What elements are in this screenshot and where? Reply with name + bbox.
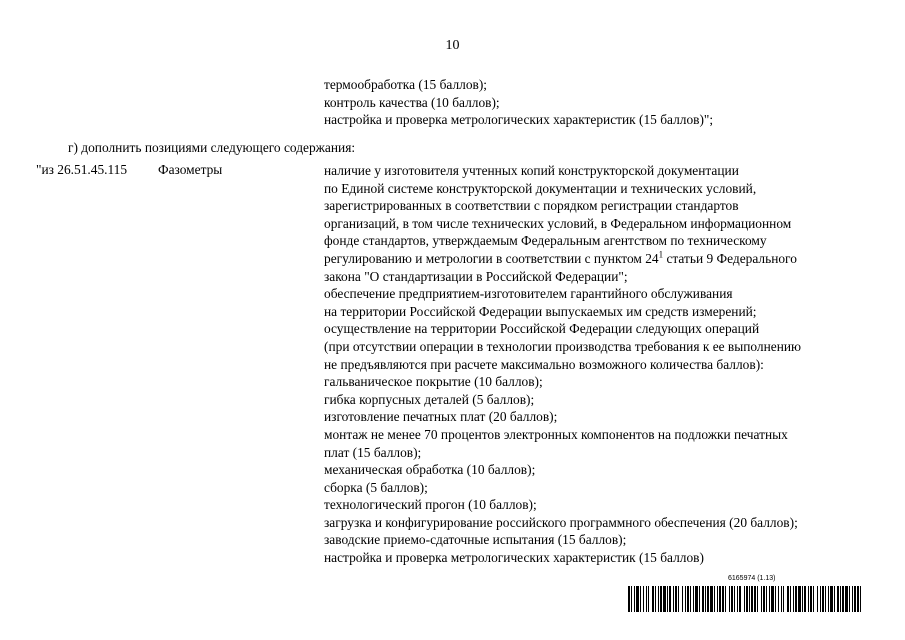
requirement-line: монтаж не менее 70 процентов электронных компонентов на подложки печатных <box>324 426 788 442</box>
requirement-line: осуществление на территории Российской Федерации следующих операций <box>324 321 760 337</box>
requirement-line: наличие у изготовителя учтенных копий конструкторской документации <box>324 163 739 178</box>
requirement-line: (при отсутствии операции в технологии производства требования к ее выполнению <box>324 338 802 354</box>
page-number: 10 <box>445 38 460 53</box>
line-text: регулированию и метрологии в соответствии с пунктом 24 <box>324 250 659 266</box>
requirement-line: сборка (5 баллов); <box>324 479 428 495</box>
requirement-line: закона "О стандартизации в Российской Федерации"; <box>324 268 628 284</box>
line-text: статьи 9 Федерального <box>663 250 797 266</box>
product-name: Фазометры <box>158 162 223 177</box>
top-item: контроль качества (10 баллов); <box>324 94 500 110</box>
requirement-line: не предъявляются при расчете максимально возможного количества баллов): <box>324 356 764 372</box>
requirement-line: зарегистрированных в соответствии с порядком регистрации стандартов <box>324 198 739 214</box>
requirements-text <box>324 162 884 567</box>
requirement-line: технологический прогон (10 баллов); <box>324 497 537 513</box>
barcode-icon <box>628 586 862 612</box>
requirement-line: по Единой системе конструкторской документации и технических условий, <box>324 180 757 196</box>
requirement-line: гальваническое покрытие (10 баллов); <box>324 374 543 390</box>
requirement-line: обеспечение предприятием-изготовителем гарантийного обслуживания <box>324 286 733 302</box>
requirement-line: загрузка и конфигурирование российского программного обеспечения (20 баллов); <box>324 514 798 530</box>
requirement-line: плат (15 баллов); <box>324 444 422 460</box>
requirement-line-with-footnote <box>324 250 884 268</box>
requirement-line: механическая обработка (10 баллов); <box>324 462 536 478</box>
top-item: термообработка (15 баллов); <box>324 77 488 92</box>
requirement-line: настройка и проверка метрологических характеристик (15 баллов) <box>324 550 704 566</box>
okpd-code: "из 26.51.45.115 <box>36 162 128 177</box>
requirement-line: гибка корпусных деталей (5 баллов); <box>324 391 535 407</box>
top-items <box>324 76 884 129</box>
barcode-id: 6165974 (1.13) <box>728 575 776 582</box>
superscript: 1 <box>658 249 664 260</box>
requirement-line: на территории Российской Федерации выпускаемых им средств измерений; <box>324 303 757 319</box>
intro-text: г) дополнить позициями следующего содержания: <box>68 140 356 155</box>
requirement-line: изготовление печатных плат (20 баллов); <box>324 409 558 425</box>
requirement-line: фонде стандартов, утверждаемым Федеральным агентством по техническому <box>324 233 767 249</box>
top-item: настройка и проверка метрологических характеристик (15 баллов)"; <box>324 112 714 128</box>
requirement-line: заводские приемо-сдаточные испытания (15 баллов); <box>324 532 627 548</box>
requirement-line: организаций, в том числе технических условий, в Федеральном информационном <box>324 215 792 231</box>
